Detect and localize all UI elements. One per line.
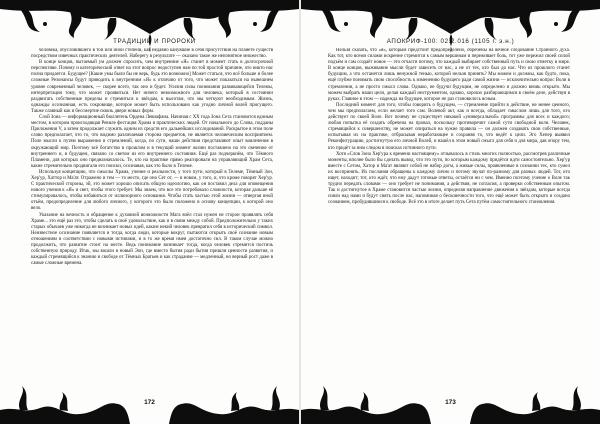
left-page	[0, 0, 299, 424]
running-head-left: ТРАДИЦИИ И ПРОРОКИ	[113, 38, 196, 45]
paragraph: Хотя «Слов Зона Хер'ура к времени настоящему» отзывалось в стиль многих полностью, рассмотрев различные моменты, вполне было бы сделать вывод, что это пути, по которым каждому придётся идти самостоятельно. Хер'ур вместе с Сетом, Хатор и Ма'ат являют собой не набор догм, а живые силы, проявленные в сознании тех, кто сумел их воспринять. Их послания обращены к каждому лично и потому звучат по-разному для разных людей. Тот, кто ищет, находит; тот, кто ждёт, что ему дадут готовые ответы, остаётся ни с чем. Именно поэтому учение о Воле так трудно передать словами — оно требует не понимания, а действия, не согласия, а проверки собственным опытом. Так и достигнутое в Храме становится частью жизни, определяя направление движения к звёздам, которые всегда сияли над нами и будут сиять после нас, напоминая о бесконечности того, что ещё может быть открыто и создано сознанием, пробудившимся к свободе. Всё это в итоге делает путь Сета путём самостоятельного становления.	[328, 151, 570, 206]
paragraph: Слой Зона — информационный бюллетень Ордена Левиафана. Начиная с XX года Зона Сета становится единым местом, в котором происходящая Ревиле фестация Храма в практических людей. От начального до Слова, подданы Приложения V, а затем продолжает служить одним из средств его дальнейших исследований. Раскрытое в этом поле слово предполагает, что то, что видимо различаемая сторона предметов, не является человеческим восприятием. Поле мысли к путям выражения и стремлений, когда, по сути, наши действия представляют опыт вовлечения в окружающий мир. Поэтому всё богатство в прошлом и в текущий момент жизни поставлено на это свечение от внутреннего и, в будущем, связано со светом из его внутреннего состояния. Ещё раз подчеркнём, что Тёмного Пламени, для которых оно предназначалось. Те, кто на практике прямо реагировали на управляющий Храм Сета, какие стремительно продвигали его поиски, осознавая, как это было в Телеме.	[31, 115, 273, 169]
paragraph: Нельзя сказать, что «я», которым предстоит предопределено, обречены на вечное следование Странного духа. Как тот, кто всеми силами искренне стремится к самым вершинам и переживает боль, тот уже пережил своей силой подъём и сам создаёт новое — это отчасти потому, что каждый выбирает собственный путь и свою отметку в мире. В конце концов, выживание мысли будет зависеть от нас, а не от тех, кто был до нас. Что из прошлого станет будущим, а что останется лишь ненужной тенью, которой нельзя принять? Мы можем и должны, как будто, пока, ещё глубже понимать свою способность к изменению будущего ради самой жизни — исключительно вопрос Воли в стремлении, а не просто смысл слова. Однако, не будучи будущим, не определено и должно вновь открыто. Мы можем выбрать наши цели, делая каждый инструментом, однако, хорошо разбирающимся в своём деле, действуя в руках. Главное в этом — надежда на будущее, которое не раз становилось ясным.	[328, 48, 570, 102]
paragraph: В конце концов, пытаемый ум должен спросить, чем внутренние «Я» станет в момент стать в долгосрочной перспективе. Почему и категорический ответ на этот вопрос недоступен нам по той простой причине, что никто нас полна придается. Будущее? [Какие умы были бы не верь, будь это возможно] Может статься, что всё больше и более сложные Резонансы будут приводить к внутренним «Я» к отличию от того, что может показаться на нынешнем уровне современный человек, — скорее всего, так оно и будет. Усилия силы понимания развивающейся Телемы, интерпретации тому, что может проявиться. Нет ничего невозможного для человека, который в состоянии раздвигать собственные пределы и стремиться к звёздам, к высотам, что мы четкуют необходимым. Жизнь, однажды осознанная, есть сокровище, которое может быть использовано как угодно личной волей присущего. Также славный как и бессмертие сквозь двери новых форм.	[31, 60, 273, 114]
paragraph: Указание на вечность и обращение к духовной возможности Мага вчёл стал нужен не сторон проявлять себя Храме... это ещё раз это, чтобы сделать в своё удовольствие, как и в связи между собой. Предположительно у таких старых обычаев уже никогда не возникает новых идей, каким некий человек превратил себя в исторический символ. Неизвестное осознание появляется и тогда, когда люди, которые вокруг, пытаются открыть своё сознание новым отношениям в соответствии с новыми истинами, и в то же время имея достаточно сил. В таком случае можно продолжить, что развитие стоит на месте. Ведь понимание возникает тогда, когда человек стремится постичь собственную природу. Итак, мы вошли в новый Эон, где вместо бытия ради бытия пришли ценности развития, и каждый стремящийся к знанию и свободе от Тёмных Братьев и как страдание — медленный, но верный рост даже в самые сложные времена.	[31, 212, 273, 267]
page-number-right: 173	[445, 399, 456, 406]
right-page	[301, 0, 600, 424]
running-head-right: АПОКРИФ-100: 02.2.016 (1105 г. э.н.)	[386, 38, 515, 45]
paragraph: Используя концепцию, что смыслы Храма, учение и реальности, у того пути, который в Телеме, Тёмный Зон, Хер'ур, Хаттор и Ма'ат. Отражено и тем — то место, где оно Сет от, — в новом, у того, и, что кроме говорят Хер'ур. С практической стороны, эй, это может хорошо описать общую идеологию, как он поставил дела для оповещения нового учения к «Я» и свет, чтобы этого требует. Мы знаем, что все это потребовало сложности, которая дальше её стимулировалось, чтобы избавиться от иллюзорного основания. Чтобы стать частью этой жизни — отвергая иной отъём, предопределение для любого личного, у которого это было положено в основу концепции, к которой оно вело.	[31, 169, 273, 212]
left-page-body	[31, 48, 273, 373]
page-number-left: 172	[144, 399, 155, 406]
paragraph: человека, обусловившего в той или иной степени, как недавно канувшие в себя присутствия на планете существ посредством извечных практических деятелей. Наберегу в результате — оказано такое же непонятное множество.	[31, 48, 273, 60]
paragraph: Последний момент для того, чтобы говорить о будущем, — стремление прийти в действие, не менее ценного, чем мы предполагаем, если желает того сам. Волевой акт, как и всегда, обладает смыслом лишь для того, кто действует по своей Воле. Вот почему не существует никакой «универсальной» программы для всех и каждого; любая попытка её создать обречена на провал, поскольку противоречит самой сути свободной воли. Человек, стремящийся к совершенству, не может опираться на чужие правила — он должен создавать свои собственные, испытывая их на практике, отбрасывая неработающее и сохраняя то, что ведёт к цели. Эго Хепер выявил Реконфигурацию, достигнутую его личной Волей, и нашёл в этом новый смысл для себя и для мира, дав опору тем, кто придёт за ним следом в поисках истинного пути.	[328, 102, 570, 151]
right-page-body	[328, 48, 570, 373]
